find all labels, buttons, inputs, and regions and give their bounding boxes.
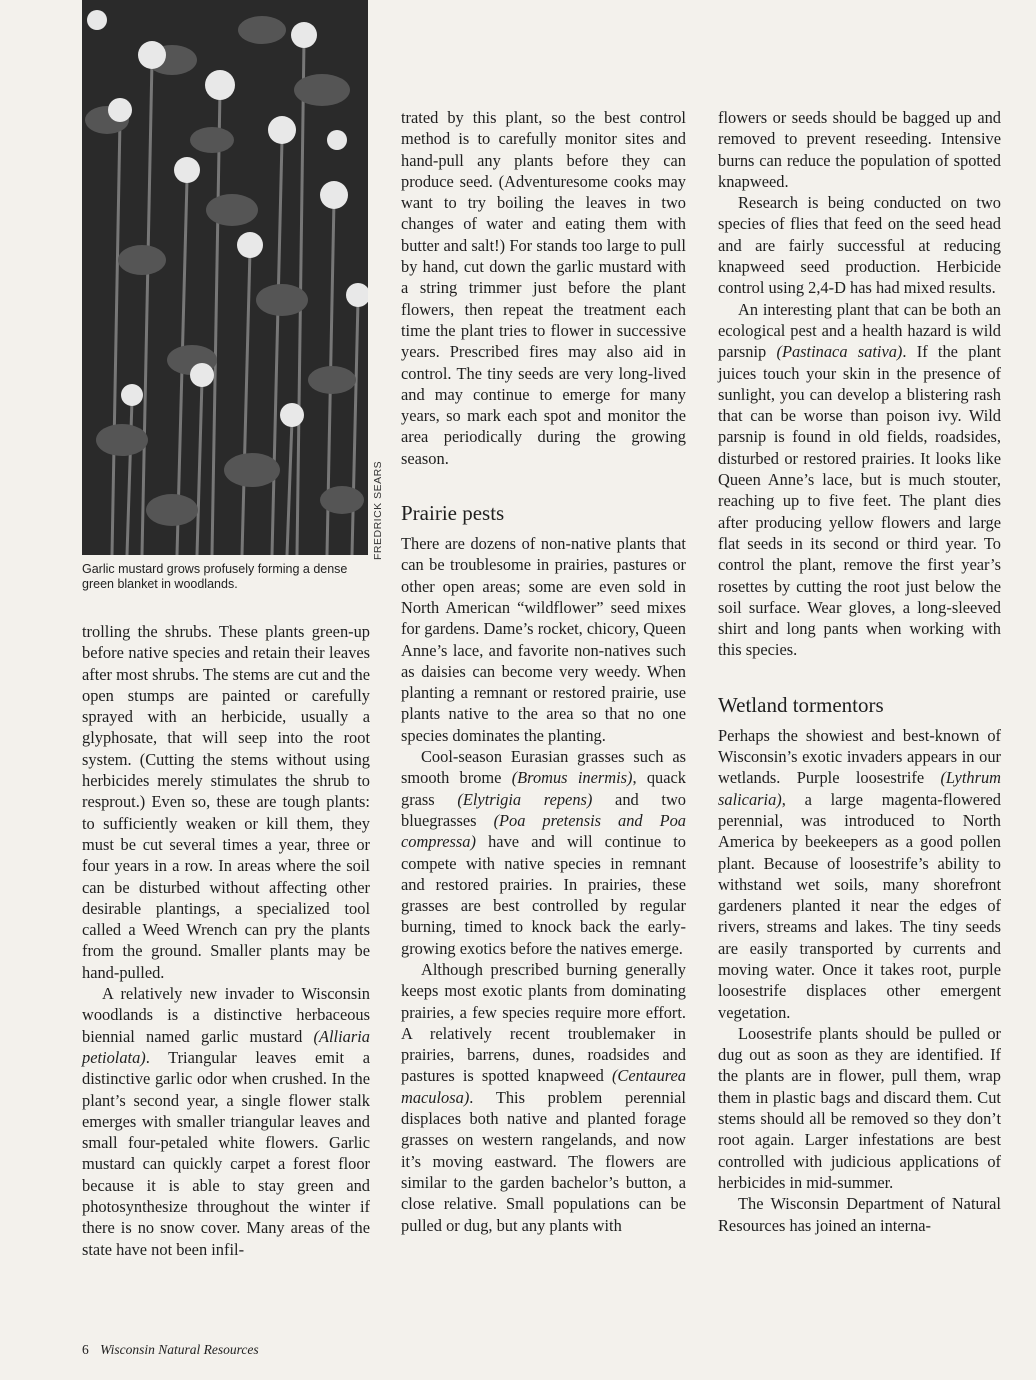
column-1 [82,621,370,1260]
garlic-mustard-photo [82,0,368,555]
paragraph: A relatively new invader to Wisconsin woodlands is a distinctive herbaceous biennial named garlic mustard (Alliaria petiolata). Triangular leaves emit a distinctive garlic odor when crushed. In the plant’s second year, a single flower stalk emerges with smaller triangular leaves and small four-petaled white flowers. Garlic mustard can quickly carpet a forest floor because it is able to stay green and photosynthesize throughout the winter if there is no snow cover. Many areas of the state have not been infil- [82,984,370,1259]
column-2 [401,107,686,1236]
photo-caption: Garlic mustard grows profusely forming a dense green blanket in woodlands. [82,562,348,591]
section-heading-prairie-pests: Prairie pests [401,501,505,526]
page-number: 6 [82,1342,89,1357]
paragraph: Research is being conducted on two species of flies that feed on the seed head and are fairly successful at reducing knapweed seed production. Herbicide control using 2,4-D has had mixed results. [718,193,1001,298]
magazine-name: Wisconsin Natural Resources [100,1342,259,1357]
paragraph: An interesting plant that can be both an ecological pest and a health hazard is wild parsnip (Pastinaca sativa). If the plant juices touch your skin in the presence of sunlight, you can develop a blistering rash that can be worse than poison ivy. Wild parsnip is found in old fields, roadsides, disturbed or restored prairies. It looks like Queen Anne’s lace, but is much stouter, reaching up to five feet. The plant dies after producing yellow flowers and large flat seeds in its second or third year. To control the plant, remove the first year’s rosettes by cutting the root just below the soil surface. Wear gloves, a long-sleeved shirt and long pants when working with this species. [718,299,1001,660]
page-footer [82,1342,259,1358]
paragraph: Although prescribed burning generally keeps most exotic plants from dominating prairies, a few species require more effort. A relatively recent troublemaker in prairies, barrens, dunes, roadsides and pastures is spotted knapweed (Centaurea maculosa). This problem perennial displaces both native and planted forage grasses on western rangelands, and now it’s moving eastward. The flowers are similar to the garden bachelor’s button, a close relative. Small populations can be pulled or dug, but any plants with [401,959,686,1235]
section-heading-wetland-tormentors: Wetland tormentors [718,692,884,717]
paragraph: Perhaps the showiest and best-known of Wisconsin’s exotic invaders appears in our wetlands. Purple loosestrife (Lythrum salicaria), a large magenta-flowered perennial, was introduced to North America by beekeepers as a good pollen plant. Because of loosestrife’s ability to withstand wet soils, many shorefront gardeners planted it near the edges of rivers, streams and lakes. The tiny seeds are easily transported by currents and moving water. Once it takes root, purple loosestrife displaces other emergent vegetation. [718,725,1001,1022]
column-3 [718,107,1001,1236]
paragraph: The Wisconsin Department of Natural Resources has joined an interna- [718,1194,1001,1235]
paragraph: trolling the shrubs. These plants green-up before native species and retain their leaves after most shrubs. The stems are cut and the open stumps are painted or carefully sprayed with an herbicide, usually a glyphosate, that will seep into the root system. (Cutting the stems without using herbicides merely stimulates the shrub to resprout.) Even so, these are tough plants: to sufficiently weaken or kill them, they must be cut several times a year, three or four years in a row. In areas where the soil can be disturbed without affecting other desirable plantings, a specialized tool called a Weed Wrench can pry the plants from the ground. Smaller plants may be hand-pulled. [82,622,370,982]
paragraph: Cool-season Eurasian grasses such as smooth brome (Bromus inermis), quack grass (Elytrigia repens) and two bluegrasses (Poa pretensis and Poa compressa) have and will continue to compete with native species in remnant and restored prairies. In prairies, these grasses are best controlled by regular burning, timed to knock back the early-growing exotics before the natives emerge. [401,747,686,958]
paragraph: flowers or seeds should be bagged up and removed to prevent reseeding. Intensive burns can reduce the population of spotted knapweed. [718,108,1001,191]
paragraph: trated by this plant, so the best control method is to carefully monitor sites and hand-pull any plants before they can produce seed. (Adventuresome cooks may want to try boiling the leaves in two changes of water and eating them with butter and salt!) For stands too large to pull by hand, cut down the garlic mustard with a string trimmer just before the plant flowers, then repeat the treatment each time the plant tries to flower in successive years. Prescribed fires may also aid in control. The tiny seeds are very long-lived and may continue to emerge for many years, so mark each spot and monitor the area periodically during the growing season. [401,108,686,468]
paragraph: Loosestrife plants should be pulled or dug out as soon as they are identified. If the plants are in flower, pull them, wrap them in plastic bags and discard them. Cut stems should all be removed so they don’t root again. Larger infestations are best controlled with judicious applications of herbicides in mid-summer. [718,1023,1001,1192]
paragraph: There are dozens of non-native plants that can be troublesome in prairies, pastures or other open areas; some are even sold in North American “wildflower” seed mixes for gardens. Dame’s rocket, chicory, Queen Anne’s lace, and favorite non-natives such as daisies can become very weedy. When planting a remnant or restored prairie, use plants native to the area so that no one species dominates the planting. [401,534,686,745]
photo-credit: FREDRICK SEARS [372,460,384,560]
